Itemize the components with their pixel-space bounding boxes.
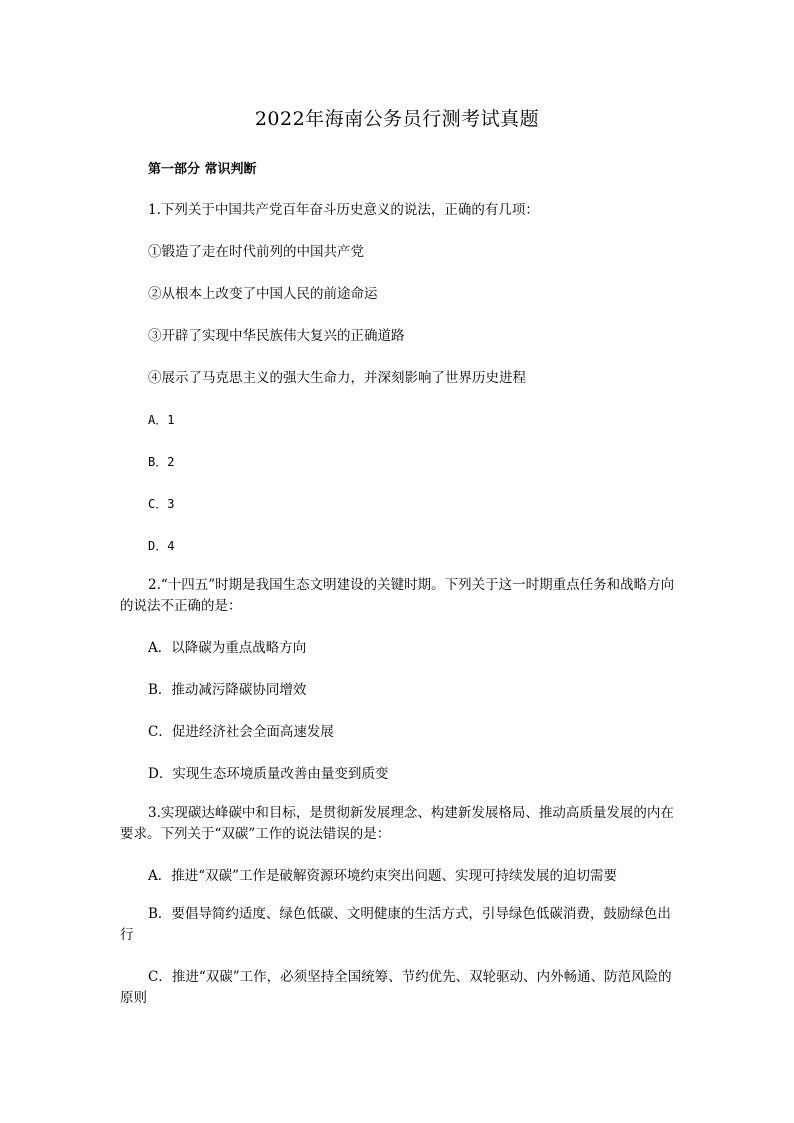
page-title: 2022年海南公务员行测考试真题 [254,108,540,130]
question-1-item: ①锻造了走在时代前列的中国共产党 [148,244,364,260]
question-3-option-b: B．要倡导简约适度、绿色低碳、文明健康的生活方式，引导绿色低碳消费，鼓励绿色出行 [120,906,671,943]
question-1-stem: 1.下列关于中国共产党百年奋斗历史意义的说法，正确的有几项： [148,202,539,218]
question-1-option-b: B．2 [148,455,175,469]
section-heading: 第一部分 常识判断 [148,162,257,177]
question-1-option-c: C．3 [148,497,175,511]
question-3-stem: 3.实现碳达峰碳中和目标，是贯彻新发展理念、构建新发展格局、推动高质量发展的内在要求。下列关于“双碳”工作的说法错误的是： [120,805,674,842]
question-2-option-a: A．以降碳为重点战略方向 [148,640,307,656]
question-3-option-c: C．推进“双碳”工作，必须坚持全国统筹、节约优先、双轮驱动、内外畅通、防范风险的原则 [120,969,672,1006]
question-2-option-d: D．实现生态环境质量改善由量变到质变 [148,766,389,782]
question-1-option-d: D．4 [148,539,175,553]
question-2-option-c: C．促进经济社会全面高速发展 [148,724,334,740]
question-1-item: ③开辟了实现中华民族伟大复兴的正确道路 [148,328,405,344]
question-2-option-b: B．推动减污降碳协同增效 [148,682,307,698]
question-1-item: ④展示了马克思主义的强大生命力，并深刻影响了世界历史进程 [148,370,526,386]
question-3-option-a: A．推进“双碳”工作是破解资源环境约束突出问题、实现可持续发展的迫切需要 [148,868,618,884]
question-1-item: ②从根本上改变了中国人民的前途命运 [148,286,378,302]
question-1-option-a: A．1 [148,413,175,427]
question-2-stem: 2.“十四五”时期是我国生态文明建设的关键时期。下列关于这一时期重点任务和战略方向的说法不正确的是： [120,577,675,614]
